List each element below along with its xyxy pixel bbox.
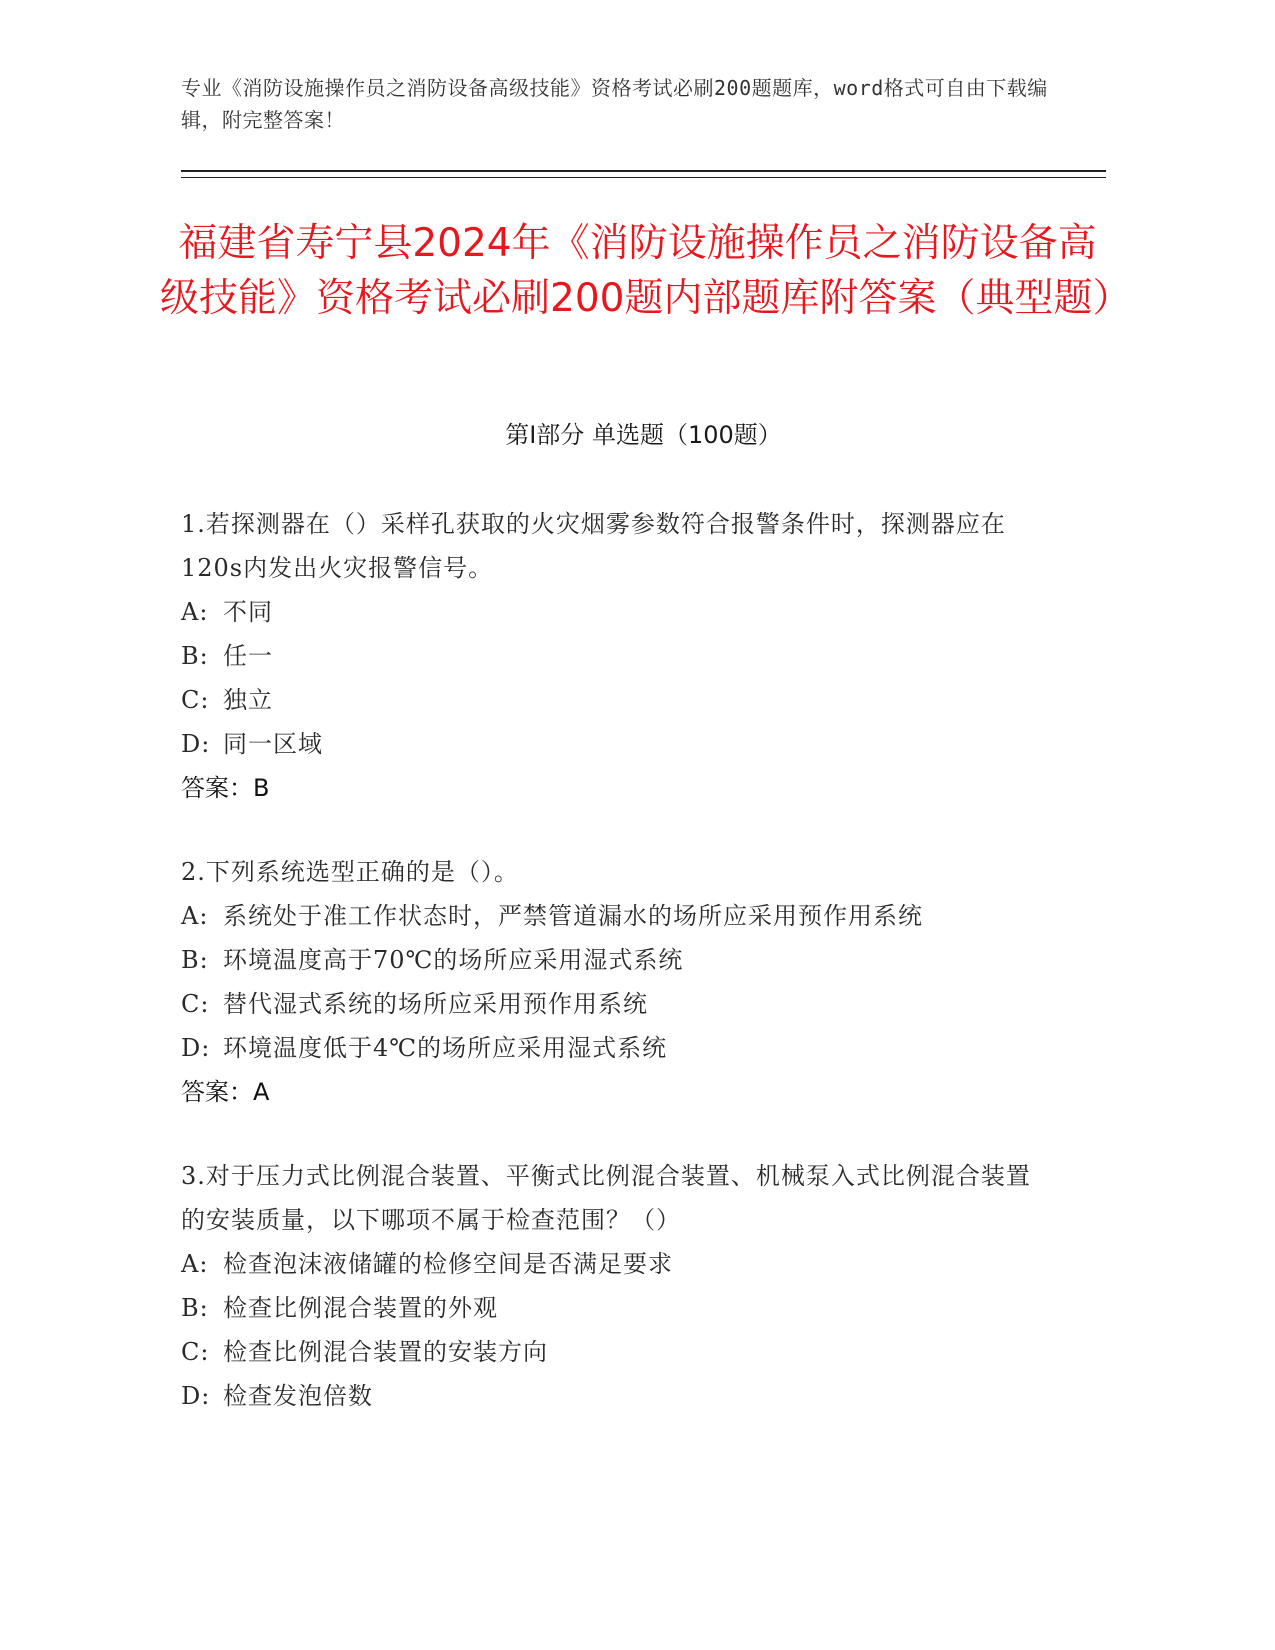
question-list <box>181 502 1051 1458</box>
option-text: 检查发泡倍数 <box>223 1382 373 1410</box>
option-d <box>181 722 1051 766</box>
option-text: 检查比例混合装置的外观 <box>223 1294 498 1322</box>
document-title: 福建省寿宁县2024年《消防设施操作员之消防设备高级技能》资格考试必刷200题内部题库附答案（典型题） <box>160 221 1132 321</box>
question-1 <box>181 502 1051 810</box>
option-a <box>181 894 1051 938</box>
option-a <box>181 590 1051 634</box>
option-key: C: <box>181 686 210 714</box>
option-key: D: <box>181 1382 211 1410</box>
option-key: C: <box>181 990 210 1018</box>
option-key: A: <box>181 1250 209 1278</box>
option-text: 独立 <box>223 686 273 714</box>
option-d <box>181 1026 1051 1070</box>
option-text: 检查泡沫液储罐的检修空间是否满足要求 <box>223 1250 673 1278</box>
option-key: B: <box>181 946 209 974</box>
option-text: 同一区域 <box>223 730 323 758</box>
option-text: 环境温度高于70℃的场所应采用湿式系统 <box>223 946 684 974</box>
question-3 <box>181 1154 1051 1418</box>
option-a <box>181 1242 1051 1286</box>
answer-line: 答案：B <box>181 774 270 802</box>
question-stem: 2.下列系统选型正确的是（）。 <box>181 858 519 886</box>
option-text: 检查比例混合装置的安装方向 <box>223 1338 548 1366</box>
option-b <box>181 1286 1051 1330</box>
option-b <box>181 634 1051 678</box>
option-text: 系统处于准工作状态时，严禁管道漏水的场所应采用预作用系统 <box>223 902 923 930</box>
option-key: C: <box>181 1338 210 1366</box>
option-c <box>181 678 1051 722</box>
option-b <box>181 938 1051 982</box>
option-text: 环境温度低于4℃的场所应采用湿式系统 <box>223 1034 668 1062</box>
question-2 <box>181 850 1051 1114</box>
option-key: A: <box>181 598 209 626</box>
section-title: 第Ⅰ部分 单选题（100题） <box>505 421 782 449</box>
option-key: A: <box>181 902 209 930</box>
option-key: D: <box>181 1034 211 1062</box>
option-d <box>181 1374 1051 1418</box>
header-note: 专业《消防设施操作员之消防设备高级技能》资格考试必刷200题题库，word格式可自由下载编辑，附完整答案！ <box>181 76 1048 132</box>
question-stem: 3.对于压力式比例混合装置、平衡式比例混合装置、机械泵入式比例混合装置的安装质量，以下哪项不属于检查范围？（） <box>181 1162 1031 1234</box>
answer-line: 答案：A <box>181 1078 270 1106</box>
option-key: D: <box>181 730 211 758</box>
header-divider-thin <box>181 177 1106 178</box>
question-stem: 1.若探测器在（）采样孔获取的火灾烟雾参数符合报警条件时，探测器应在120s内发出火灾报警信号。 <box>181 510 1006 582</box>
option-text: 任一 <box>223 642 273 670</box>
option-c <box>181 1330 1051 1374</box>
option-text: 替代湿式系统的场所应采用预作用系统 <box>223 990 648 1018</box>
option-c <box>181 982 1051 1026</box>
option-key: B: <box>181 642 209 670</box>
header-divider-thick <box>181 170 1106 172</box>
option-text: 不同 <box>223 598 273 626</box>
option-key: B: <box>181 1294 209 1322</box>
